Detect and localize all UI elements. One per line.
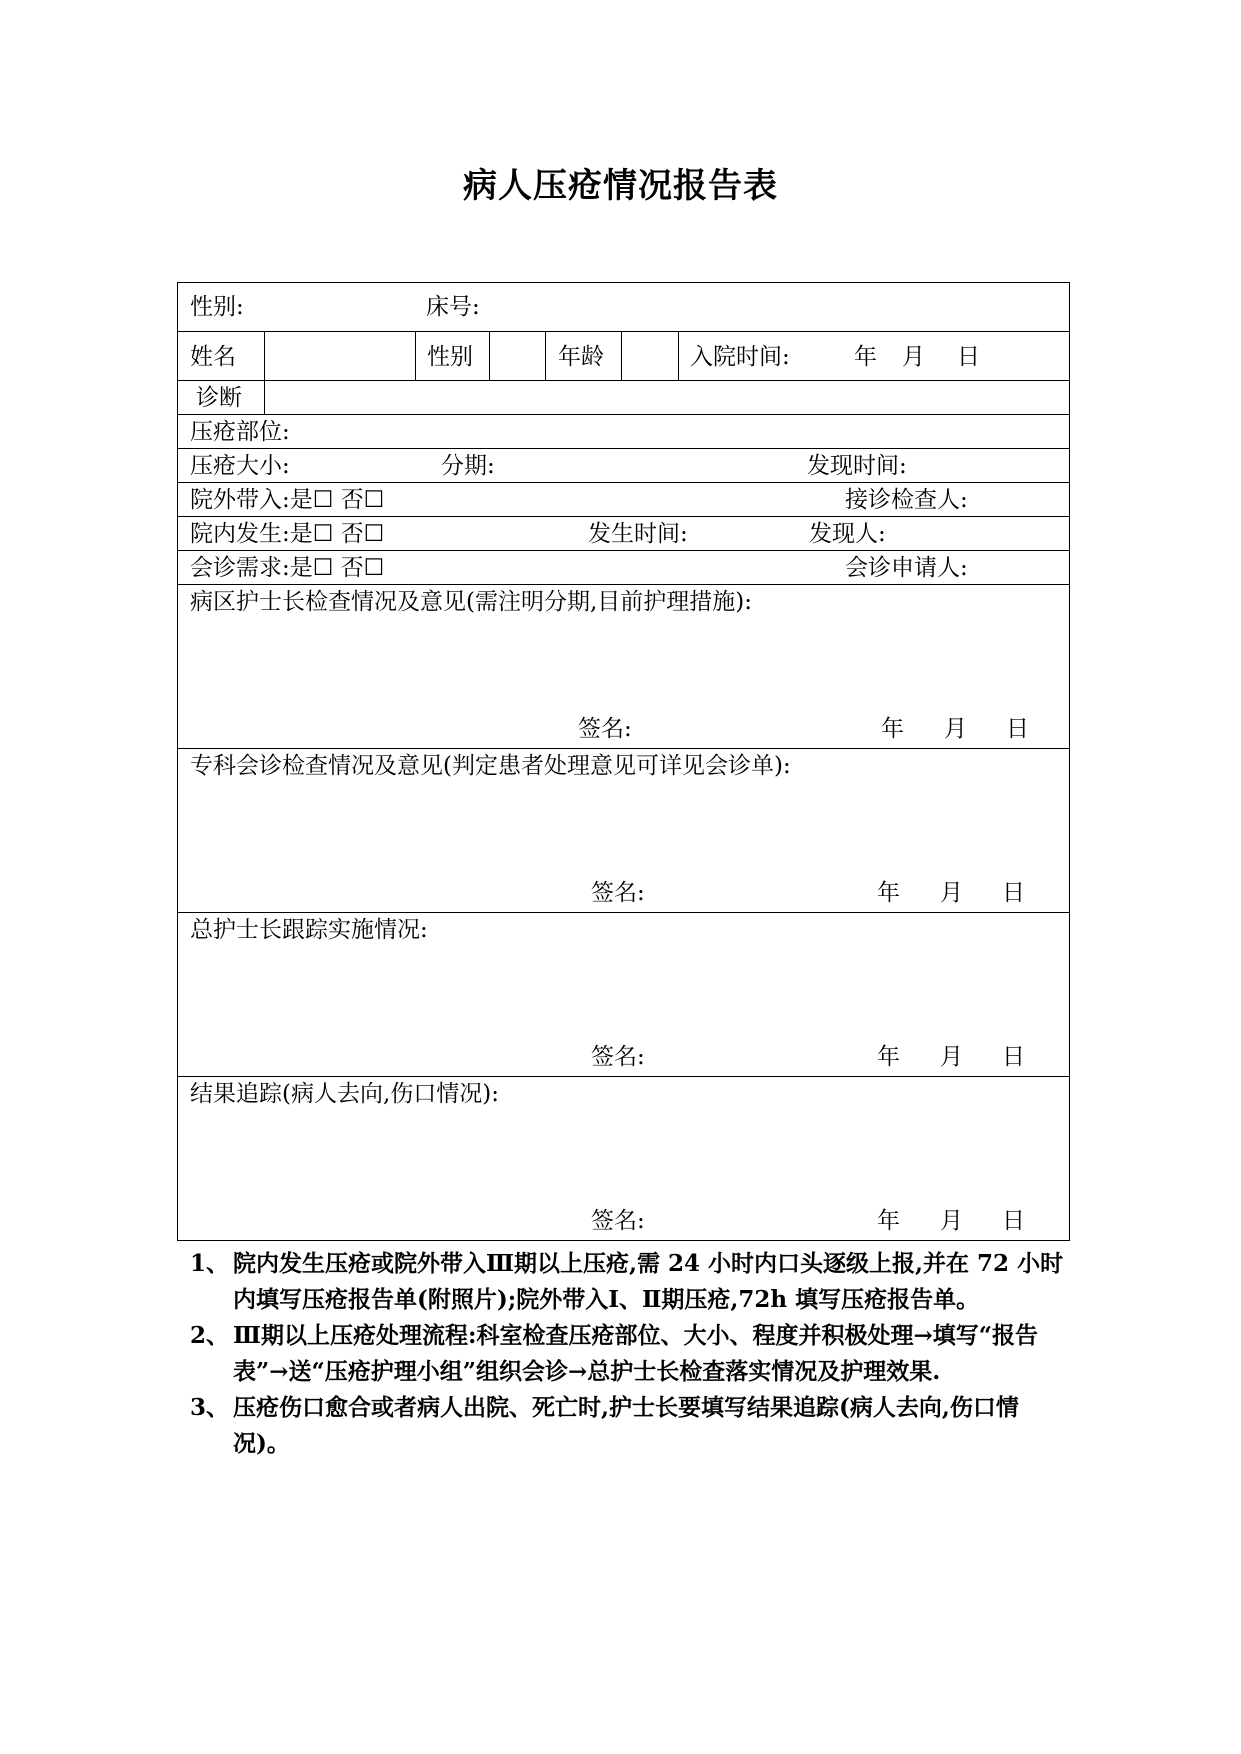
chief-nurse-tracking-heading: 总护士长跟踪实施情况: <box>190 917 428 943</box>
stage-label: 分期: <box>441 453 495 479</box>
bed-number-label: 床号: <box>426 294 480 320</box>
column-divider <box>545 331 546 380</box>
row-divider <box>178 550 1069 551</box>
pressure-sore-site-label: 压疮部位: <box>190 419 290 445</box>
column-divider <box>264 331 265 380</box>
month-label: 月 <box>940 880 963 906</box>
year-label: 年 <box>877 1044 900 1070</box>
year-label: 年 <box>877 880 900 906</box>
brought-in-label: 院外带入:是☐ 否☐ <box>190 487 385 513</box>
signature-label: 签名: <box>591 880 645 906</box>
row-divider <box>178 414 1069 415</box>
column-divider <box>264 380 265 414</box>
admission-day-label: 日 <box>957 344 980 370</box>
row-divider <box>178 584 1069 585</box>
admission-time-label: 入院时间: <box>690 344 790 370</box>
examiner-label: 接诊检查人: <box>845 487 968 513</box>
month-label: 月 <box>940 1044 963 1070</box>
gender-cell-label: 性别 <box>427 344 473 370</box>
hospital-acquired-label: 院内发生:是☐ 否☐ <box>190 521 385 547</box>
row-divider <box>178 748 1069 749</box>
row-divider <box>178 331 1069 332</box>
signature-label: 签名: <box>578 716 632 742</box>
day-label: 日 <box>1002 1208 1025 1234</box>
row-divider <box>178 380 1069 381</box>
note-text: 压疮伤口愈合或者病人出院、死亡时,护士长要填写结果追踪(病人去向,伤口情况)。 <box>233 1394 1019 1457</box>
age-label: 年龄 <box>558 344 604 370</box>
day-label: 日 <box>1002 880 1025 906</box>
occur-time-label: 发生时间: <box>588 521 688 547</box>
signature-label: 签名: <box>591 1044 645 1070</box>
column-divider <box>489 331 490 380</box>
column-divider <box>621 331 622 380</box>
month-label: 月 <box>944 716 967 742</box>
note-number: 1、 <box>190 1250 230 1277</box>
head-nurse-opinion-heading: 病区护士长检查情况及意见(需注明分期,目前护理措施): <box>190 589 753 615</box>
row-divider <box>178 448 1069 449</box>
note-text: Ⅲ期以上压疮处理流程:科室检查压疮部位、大小、程度并积极处理→填写“报告表”→送“压疮护理小组”组织会诊→总护士长检查落实情况及护理效果. <box>233 1322 1038 1385</box>
note-item <box>190 1390 1070 1462</box>
found-time-label: 发现时间: <box>807 453 907 479</box>
admission-month-label: 月 <box>902 344 925 370</box>
column-divider <box>415 331 416 380</box>
year-label: 年 <box>881 716 904 742</box>
day-label: 日 <box>1006 716 1029 742</box>
document-title: 病人压疮情况报告表 <box>463 166 778 206</box>
row-divider <box>178 1076 1069 1077</box>
note-number: 2、 <box>190 1322 230 1349</box>
pressure-sore-size-label: 压疮大小: <box>190 453 290 479</box>
note-number: 3、 <box>190 1394 230 1421</box>
finder-label: 发现人: <box>809 521 886 547</box>
specialist-consult-heading: 专科会诊检查情况及意见(判定患者处理意见可详见会诊单): <box>190 753 791 779</box>
row-divider <box>178 912 1069 913</box>
gender-label: 性别: <box>190 294 244 320</box>
consult-applicant-label: 会诊申请人: <box>845 555 968 581</box>
result-tracking-heading: 结果追踪(病人去向,伤口情况): <box>190 1081 500 1107</box>
year-label: 年 <box>877 1208 900 1234</box>
month-label: 月 <box>940 1208 963 1234</box>
consult-need-label: 会诊需求:是☐ 否☐ <box>190 555 385 581</box>
signature-label: 签名: <box>591 1208 645 1234</box>
name-label: 姓名 <box>190 344 236 370</box>
notes-list <box>190 1246 1070 1462</box>
row-divider <box>178 516 1069 517</box>
report-form <box>177 282 1070 1241</box>
note-item <box>190 1318 1070 1390</box>
note-text: 院内发生压疮或院外带入Ⅲ期以上压疮,需 24 小时内口头逐级上报,并在 72 小时内填写压疮报告单(附照片);院外带入Ⅰ、Ⅱ期压疮,72h 填写压疮报告单。 <box>233 1250 1064 1313</box>
note-item <box>190 1246 1070 1318</box>
admission-year-label: 年 <box>854 344 877 370</box>
day-label: 日 <box>1002 1044 1025 1070</box>
diagnosis-label: 诊断 <box>196 385 242 411</box>
column-divider <box>678 331 679 380</box>
row-divider <box>178 482 1069 483</box>
